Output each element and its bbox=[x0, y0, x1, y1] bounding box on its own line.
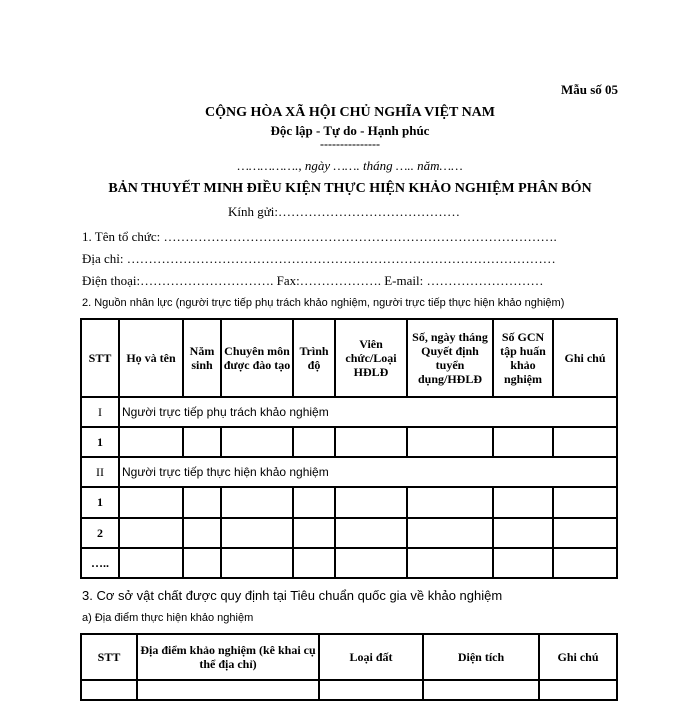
cell[interactable] bbox=[423, 680, 539, 700]
col-area: Diện tích bbox=[423, 634, 539, 680]
separator: --------------- bbox=[320, 137, 380, 151]
cell[interactable] bbox=[493, 427, 553, 457]
col-notes: Ghi chú bbox=[539, 634, 617, 680]
cell[interactable] bbox=[335, 518, 407, 548]
address-field: Địa chỉ: ……………………………………………………………………………………… bbox=[82, 251, 556, 266]
cell[interactable] bbox=[293, 487, 335, 518]
document-title: BẢN THUYẾT MINH ĐIỀU KIỆN THỰC HIỆN KHẢO NGHIỆM PHÂN BÓN bbox=[108, 181, 592, 196]
col-location: Địa điểm khảo nghiệm (kê khai cụ thể địa chỉ) bbox=[137, 634, 319, 680]
cell[interactable] bbox=[407, 427, 493, 457]
table-header-row bbox=[81, 319, 617, 397]
col-stt: STT bbox=[81, 319, 119, 397]
personnel-table bbox=[80, 318, 618, 579]
col-level: Trình độ bbox=[293, 319, 335, 397]
cell[interactable] bbox=[335, 487, 407, 518]
cell[interactable] bbox=[293, 548, 335, 578]
group-number: II bbox=[81, 457, 119, 487]
cell[interactable] bbox=[221, 518, 293, 548]
cell[interactable] bbox=[539, 680, 617, 700]
group-number: I bbox=[81, 397, 119, 427]
table-row bbox=[81, 548, 617, 578]
cell[interactable] bbox=[493, 518, 553, 548]
cell[interactable] bbox=[407, 518, 493, 548]
org-name-field: 1. Tên tổ chức: ………………………………………………………………………………. bbox=[82, 229, 557, 244]
cell[interactable] bbox=[119, 548, 183, 578]
section3-heading: 3. Cơ sở vật chất được quy định tại Tiêu chuẩn quốc gia về khảo nghiệm bbox=[82, 588, 503, 603]
cell[interactable] bbox=[183, 518, 221, 548]
row-number: ….. bbox=[81, 548, 119, 578]
cell[interactable] bbox=[183, 548, 221, 578]
recipient-line: Kính gửi:…………………………………… bbox=[228, 204, 461, 219]
cell[interactable] bbox=[493, 487, 553, 518]
col-stt: STT bbox=[81, 634, 137, 680]
table-row bbox=[81, 457, 617, 487]
cell[interactable] bbox=[119, 487, 183, 518]
cell[interactable] bbox=[221, 487, 293, 518]
motto: Độc lập - Tự do - Hạnh phúc bbox=[270, 123, 430, 138]
cell[interactable] bbox=[293, 427, 335, 457]
col-certificate: Số GCN tập huấn khảo nghiệm bbox=[493, 319, 553, 397]
section3-subheading: a) Địa điểm thực hiện khảo nghiệm bbox=[82, 612, 254, 624]
table-row bbox=[81, 427, 617, 457]
cell[interactable] bbox=[183, 487, 221, 518]
contact-field: Điện thoại:…………………………. Fax:………………. E-mail: ……………………… bbox=[82, 273, 544, 288]
table-row bbox=[81, 680, 617, 700]
cell[interactable] bbox=[553, 427, 617, 457]
cell[interactable] bbox=[553, 548, 617, 578]
cell[interactable] bbox=[407, 487, 493, 518]
group-label: Người trực tiếp phụ trách khảo nghiệm bbox=[119, 397, 617, 427]
col-notes: Ghi chú bbox=[553, 319, 617, 397]
section2-heading: 2. Nguồn nhân lực (người trực tiếp phụ trách khảo nghiệm, người trực tiếp thực hiện khảo nghiệm) bbox=[82, 297, 565, 309]
cell[interactable] bbox=[81, 680, 137, 700]
cell[interactable] bbox=[137, 680, 319, 700]
table-row bbox=[81, 397, 617, 427]
group-label: Người trực tiếp thực hiện khảo nghiệm bbox=[119, 457, 617, 487]
table-row bbox=[81, 487, 617, 518]
date-line: ……………., ngày ……. tháng ….. năm…… bbox=[237, 158, 463, 173]
table-header-row bbox=[81, 634, 617, 680]
location-table bbox=[80, 633, 618, 701]
col-contract-type: Viên chức/Loại HĐLĐ bbox=[335, 319, 407, 397]
table-row bbox=[81, 518, 617, 548]
cell[interactable] bbox=[119, 427, 183, 457]
col-birth-year: Năm sinh bbox=[183, 319, 221, 397]
cell[interactable] bbox=[335, 427, 407, 457]
cell[interactable] bbox=[221, 427, 293, 457]
cell[interactable] bbox=[221, 548, 293, 578]
cell[interactable] bbox=[335, 548, 407, 578]
cell[interactable] bbox=[119, 518, 183, 548]
col-soil-type: Loại đất bbox=[319, 634, 423, 680]
cell[interactable] bbox=[553, 518, 617, 548]
cell[interactable] bbox=[319, 680, 423, 700]
cell[interactable] bbox=[493, 548, 553, 578]
col-specialty: Chuyên môn được đào tạo bbox=[221, 319, 293, 397]
col-decision: Số, ngày tháng Quyết định tuyển dụng/HĐLĐ bbox=[407, 319, 493, 397]
row-number: 1 bbox=[81, 487, 119, 518]
cell[interactable] bbox=[183, 427, 221, 457]
form-number: Mẫu số 05 bbox=[560, 82, 618, 97]
col-name: Họ và tên bbox=[119, 319, 183, 397]
row-number: 1 bbox=[81, 427, 119, 457]
nation-heading: CỘNG HÒA XÃ HỘI CHỦ NGHĨA VIỆT NAM bbox=[204, 105, 495, 120]
row-number: 2 bbox=[81, 518, 119, 548]
cell[interactable] bbox=[407, 548, 493, 578]
cell[interactable] bbox=[293, 518, 335, 548]
cell[interactable] bbox=[553, 487, 617, 518]
